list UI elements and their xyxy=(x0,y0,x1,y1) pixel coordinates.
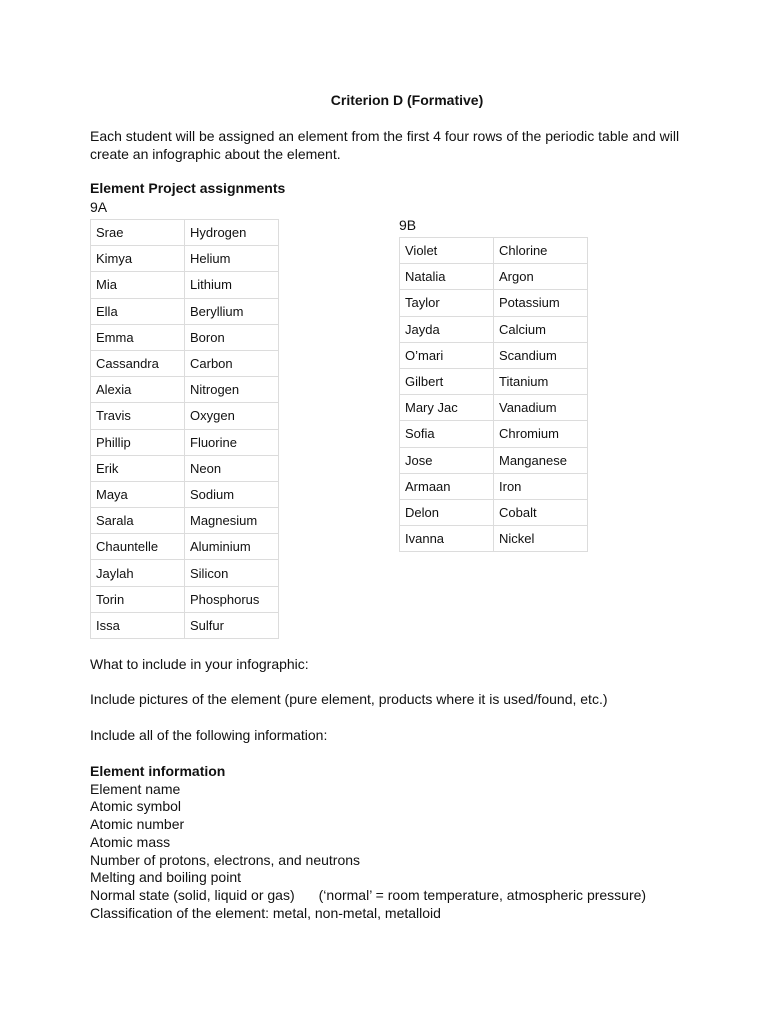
element-name: Boron xyxy=(185,324,279,350)
student-name: Natalia xyxy=(400,264,494,290)
student-name: O’mari xyxy=(400,342,494,368)
table-row xyxy=(91,377,279,403)
student-name: Srae xyxy=(91,220,185,246)
table-row xyxy=(400,264,588,290)
element-name: Silicon xyxy=(185,560,279,586)
student-name: Emma xyxy=(91,324,185,350)
pictures-instruction: Include pictures of the element (pure element, products where it is used/found, etc.) xyxy=(90,691,608,707)
table-row xyxy=(91,586,279,612)
student-name: Kimya xyxy=(91,246,185,272)
table-row xyxy=(400,447,588,473)
table-row xyxy=(400,499,588,525)
normal-state-note: (‘normal’ = room temperature, atmospheric pressure) xyxy=(318,886,647,903)
element-name: Sodium xyxy=(185,481,279,507)
element-name: Beryllium xyxy=(185,298,279,324)
element-name: Hydrogen xyxy=(185,220,279,246)
element-name: Fluorine xyxy=(185,429,279,455)
element-name: Lithium xyxy=(185,272,279,298)
element-name: Chromium xyxy=(494,421,588,447)
student-name: Alexia xyxy=(91,377,185,403)
element-name: Neon xyxy=(185,455,279,481)
student-name: Travis xyxy=(91,403,185,429)
table-row xyxy=(400,238,588,264)
element-name: Vanadium xyxy=(494,395,588,421)
table-row xyxy=(91,455,279,481)
element-name: Sulfur xyxy=(185,612,279,638)
table-row xyxy=(400,395,588,421)
student-name: Mia xyxy=(91,272,185,298)
info-item: Atomic mass xyxy=(90,833,171,850)
student-name: Sarala xyxy=(91,508,185,534)
element-name: Magnesium xyxy=(185,508,279,534)
class-9b-table xyxy=(399,237,588,552)
element-name: Oxygen xyxy=(185,403,279,429)
info-item: Normal state (solid, liquid or gas) xyxy=(90,886,295,903)
element-name: Carbon xyxy=(185,350,279,376)
element-name: Helium xyxy=(185,246,279,272)
what-to-include-text: What to include in your infographic: xyxy=(90,656,309,672)
student-name: Torin xyxy=(91,586,185,612)
student-name: Jaylah xyxy=(91,560,185,586)
student-name: Chauntelle xyxy=(91,534,185,560)
intro-paragraph: Each student will be assigned an element from the first 4 four rows of the periodic table and will create an infographic about the element. xyxy=(90,128,680,162)
student-name: Ivanna xyxy=(400,526,494,552)
element-name: Nitrogen xyxy=(185,377,279,403)
element-name: Potassium xyxy=(494,290,588,316)
student-name: Phillip xyxy=(91,429,185,455)
element-name: Scandium xyxy=(494,342,588,368)
element-name: Argon xyxy=(494,264,588,290)
table-row xyxy=(91,350,279,376)
student-name: Gilbert xyxy=(400,368,494,394)
table-row xyxy=(91,246,279,272)
table-row xyxy=(91,429,279,455)
table-row xyxy=(400,342,588,368)
page-title: Criterion D (Formative) xyxy=(330,92,484,108)
info-item: Number of protons, electrons, and neutrons xyxy=(90,851,361,868)
info-item: Melting and boiling point xyxy=(90,869,241,886)
element-name: Phosphorus xyxy=(185,586,279,612)
info-item: Classification of the element: metal, non-metal, metalloid xyxy=(90,904,441,921)
table-row xyxy=(91,403,279,429)
student-name: Mary Jac xyxy=(400,395,494,421)
element-name: Cobalt xyxy=(494,499,588,525)
table-row xyxy=(91,534,279,560)
class-9a-table xyxy=(90,219,279,639)
info-item: Atomic number xyxy=(90,816,185,833)
element-name: Manganese xyxy=(494,447,588,473)
table-row xyxy=(400,473,588,499)
student-name: Maya xyxy=(91,481,185,507)
table-row xyxy=(91,324,279,350)
element-name: Calcium xyxy=(494,316,588,342)
info-item-normal-state xyxy=(90,887,646,905)
table-row xyxy=(91,220,279,246)
element-name: Chlorine xyxy=(494,238,588,264)
student-name: Ella xyxy=(91,298,185,324)
element-info-section xyxy=(90,763,646,922)
info-item: Element name xyxy=(90,780,181,797)
include-all-text: Include all of the following information: xyxy=(90,727,328,743)
student-name: Jayda xyxy=(400,316,494,342)
class-9a-label: 9A xyxy=(90,199,108,215)
table-row xyxy=(91,508,279,534)
student-name: Taylor xyxy=(400,290,494,316)
table-row xyxy=(400,290,588,316)
student-name: Violet xyxy=(400,238,494,264)
student-name: Jose xyxy=(400,447,494,473)
table-row xyxy=(91,612,279,638)
table-row xyxy=(400,526,588,552)
table-row xyxy=(91,272,279,298)
class-9b-label: 9B xyxy=(399,217,417,233)
table-row xyxy=(91,481,279,507)
info-item: Atomic symbol xyxy=(90,798,182,815)
element-info-heading: Element information xyxy=(90,763,226,779)
element-name: Iron xyxy=(494,473,588,499)
student-name: Cassandra xyxy=(91,350,185,376)
element-name: Aluminium xyxy=(185,534,279,560)
table-row xyxy=(400,316,588,342)
table-row xyxy=(91,560,279,586)
assignments-heading: Element Project assignments xyxy=(90,180,286,196)
table-row xyxy=(400,421,588,447)
table-row xyxy=(91,298,279,324)
student-name: Delon xyxy=(400,499,494,525)
element-name: Titanium xyxy=(494,368,588,394)
table-row xyxy=(400,368,588,394)
student-name: Issa xyxy=(91,612,185,638)
element-name: Nickel xyxy=(494,526,588,552)
student-name: Sofia xyxy=(400,421,494,447)
student-name: Armaan xyxy=(400,473,494,499)
student-name: Erik xyxy=(91,455,185,481)
